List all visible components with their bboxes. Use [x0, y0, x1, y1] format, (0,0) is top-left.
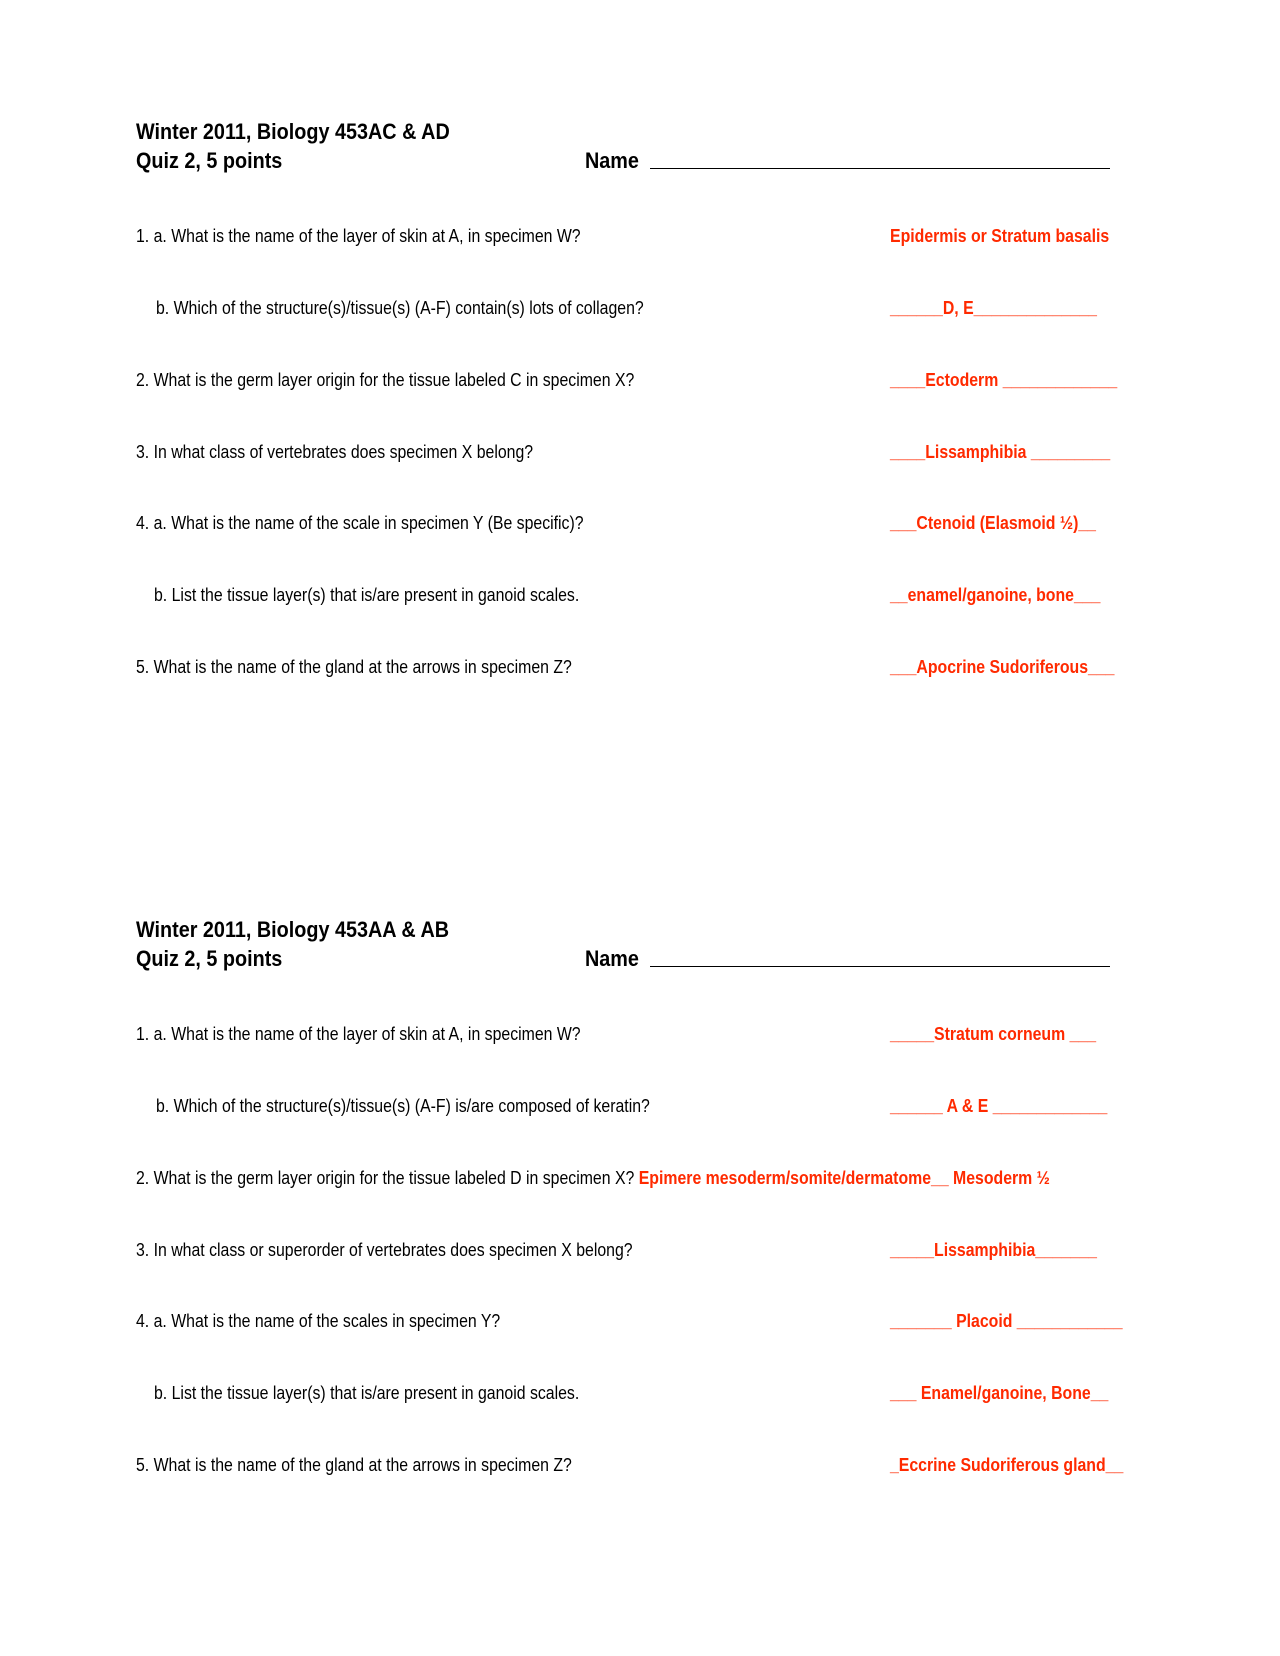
question-text: 1. a. What is the name of the layer of skin at A, in specimen W? — [136, 226, 581, 246]
answer-text: _______ Placoid ____________ — [890, 1311, 1123, 1331]
question-3 — [136, 437, 1146, 467]
quiz-header — [136, 916, 1146, 978]
answer-text: ___Apocrine Sudoriferous___ — [890, 657, 1115, 677]
question-1a — [136, 1019, 1146, 1049]
question-text: 5. What is the name of the gland at the arrows in specimen Z? — [136, 1455, 572, 1475]
answer-text: Epidermis or Stratum basalis — [890, 226, 1110, 246]
answer-text: ____Lissamphibia _________ — [890, 442, 1111, 462]
answer-text: _Eccrine Sudoriferous gland__ — [890, 1455, 1124, 1475]
question-text — [136, 1163, 1050, 1193]
question-text: 3. In what class or superorder of vertebrates does specimen X belong? — [136, 1240, 633, 1260]
quiz-title: Winter 2011, Biology 453AA & AB — [136, 917, 450, 942]
question-text: b. List the tissue layer(s) that is/are present in ganoid scales. — [154, 1383, 580, 1403]
answer-text: ___ Enamel/ganoine, Bone__ — [890, 1383, 1109, 1403]
question-text: 4. a. What is the name of the scale in specimen Y (Be specific)? — [136, 513, 584, 533]
question-text: 2. What is the germ layer origin for the tissue labeled C in specimen X? — [136, 370, 635, 390]
name-label: Name — [585, 148, 639, 173]
question-5 — [136, 652, 1146, 682]
question-2 — [136, 1163, 1146, 1193]
answer-text: Epimere mesoderm/somite/dermatome__ Mesoderm ½ — [638, 1168, 1050, 1188]
question-text: 5. What is the name of the gland at the arrows in specimen Z? — [136, 657, 572, 677]
question-1b — [136, 1091, 1146, 1121]
quiz-title: Winter 2011, Biology 453AC & AD — [136, 119, 450, 144]
question-4a — [136, 508, 1146, 538]
question-4b — [136, 580, 1146, 610]
quiz-section-1 — [136, 118, 1146, 677]
name-field-line[interactable] — [650, 966, 1110, 967]
question-text: b. Which of the structure(s)/tissue(s) (A-F) is/are composed of keratin? — [156, 1096, 650, 1116]
question-1b — [136, 293, 1146, 323]
question-text: 1. a. What is the name of the layer of skin at A, in specimen W? — [136, 1024, 581, 1044]
question-text: b. List the tissue layer(s) that is/are present in ganoid scales. — [154, 585, 580, 605]
quiz-subtitle: Quiz 2, 5 points — [136, 946, 283, 971]
question-text-content: 2. What is the germ layer origin for the tissue labeled D in specimen X? — [136, 1168, 635, 1188]
question-4b — [136, 1378, 1146, 1408]
question-2 — [136, 365, 1146, 395]
question-5 — [136, 1450, 1146, 1480]
quiz-header — [136, 118, 1146, 180]
answer-text: _____Stratum corneum ___ — [890, 1024, 1097, 1044]
answer-text: ______D, E______________ — [890, 298, 1098, 318]
quiz-section-2 — [136, 916, 1146, 1475]
question-text: b. Which of the structure(s)/tissue(s) (A-F) contain(s) lots of collagen? — [156, 298, 644, 318]
question-text: 3. In what class of vertebrates does specimen X belong? — [136, 442, 534, 462]
question-3 — [136, 1235, 1146, 1265]
question-4a — [136, 1306, 1146, 1336]
name-field-line[interactable] — [650, 168, 1110, 169]
name-label: Name — [585, 946, 639, 971]
answer-text: ____Ectoderm _____________ — [890, 370, 1118, 390]
question-1a — [136, 221, 1146, 251]
answer-text: ___Ctenoid (Elasmoid ½)__ — [890, 513, 1096, 533]
answer-text: __enamel/ganoine, bone___ — [890, 585, 1101, 605]
question-text: 4. a. What is the name of the scales in specimen Y? — [136, 1311, 501, 1331]
quiz-subtitle: Quiz 2, 5 points — [136, 148, 283, 173]
answer-text: ______ A & E _____________ — [890, 1096, 1108, 1116]
answer-text: _____Lissamphibia_______ — [890, 1240, 1097, 1260]
